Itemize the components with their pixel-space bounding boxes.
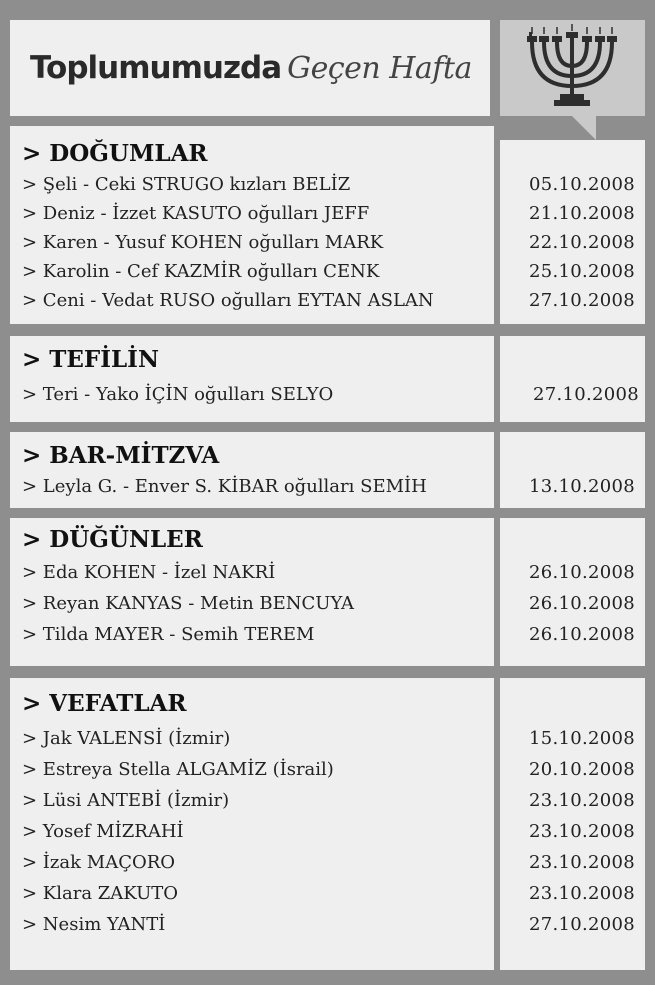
- date-value: 26.10.2008: [528, 593, 635, 614]
- section-title: > VEFATLAR: [22, 690, 187, 717]
- list-item: > Reyan KANYAS - Metin BENCUYA: [22, 593, 354, 614]
- title-italic: Geçen Hafta: [287, 51, 472, 86]
- date-value: 25.10.2008: [528, 261, 635, 282]
- section-title: > DÜĞÜNLER: [22, 526, 203, 553]
- dates-vefatlar: [500, 678, 645, 970]
- header-icon-panel: [500, 20, 645, 116]
- list-item: > Yosef MİZRAHİ: [22, 821, 184, 842]
- header-title-panel: [10, 20, 490, 116]
- list-item: > Estreya Stella ALGAMİZ (İsrail): [22, 759, 334, 780]
- date-value: 23.10.2008: [528, 790, 635, 811]
- date-value: 27.10.2008: [528, 914, 635, 935]
- speech-bubble-tip: [572, 116, 596, 140]
- section-vefatlar: [10, 678, 494, 970]
- section-title: > DOĞUMLAR: [22, 140, 208, 167]
- page-title: [30, 50, 472, 86]
- section-barmitzva: [10, 432, 494, 508]
- date-value: 13.10.2008: [528, 476, 635, 497]
- section-dogumlar: [10, 126, 494, 324]
- list-item: > Deniz - İzzet KASUTO oğulları JEFF: [22, 203, 370, 224]
- list-item: > Klara ZAKUTO: [22, 883, 179, 904]
- list-item: > İzak MAÇORO: [22, 852, 176, 873]
- date-value: 20.10.2008: [528, 759, 635, 780]
- menorah-icon: [520, 24, 625, 112]
- list-item: > Karolin - Cef KAZMİR oğulları CENK: [22, 261, 380, 282]
- list-item: > Teri - Yako İÇİN oğulları SELYO: [22, 384, 334, 405]
- section-title: > BAR-MİTZVA: [22, 442, 220, 469]
- list-item: > Lüsi ANTEBİ (İzmir): [22, 790, 230, 811]
- list-item: > Eda KOHEN - İzel NAKRİ: [22, 562, 276, 583]
- section-tefilin: [10, 336, 494, 422]
- section-dugunler: [10, 518, 494, 666]
- dates-dogumlar: [500, 140, 645, 324]
- dates-tefilin: [500, 336, 645, 422]
- date-value: 26.10.2008: [528, 562, 635, 583]
- list-item: > Leyla G. - Enver S. KİBAR oğulları SEMİH: [22, 476, 427, 497]
- date-value: 27.10.2008: [532, 384, 639, 405]
- date-value: 05.10.2008: [528, 174, 635, 195]
- list-item: > Şeli - Ceki STRUGO kızları BELİZ: [22, 174, 351, 195]
- list-item: > Tilda MAYER - Semih TEREM: [22, 624, 315, 645]
- list-item: > Nesim YANTİ: [22, 914, 166, 935]
- date-value: 27.10.2008: [528, 290, 635, 311]
- list-item: > Jak VALENSİ (İzmir): [22, 728, 231, 749]
- date-value: 21.10.2008: [528, 203, 635, 224]
- date-value: 15.10.2008: [528, 728, 635, 749]
- dates-dugunler: [500, 518, 645, 666]
- date-value: 23.10.2008: [528, 821, 635, 842]
- section-title: > TEFİLİN: [22, 346, 159, 373]
- list-item: > Ceni - Vedat RUSO oğulları EYTAN ASLAN: [22, 290, 434, 311]
- date-value: 22.10.2008: [528, 232, 635, 253]
- title-bold: Toplumumuzda: [30, 50, 282, 86]
- date-value: 23.10.2008: [528, 852, 635, 873]
- list-item: > Karen - Yusuf KOHEN oğulları MARK: [22, 232, 384, 253]
- date-value: 26.10.2008: [528, 624, 635, 645]
- dates-barmitzva: [500, 432, 645, 508]
- date-value: 23.10.2008: [528, 883, 635, 904]
